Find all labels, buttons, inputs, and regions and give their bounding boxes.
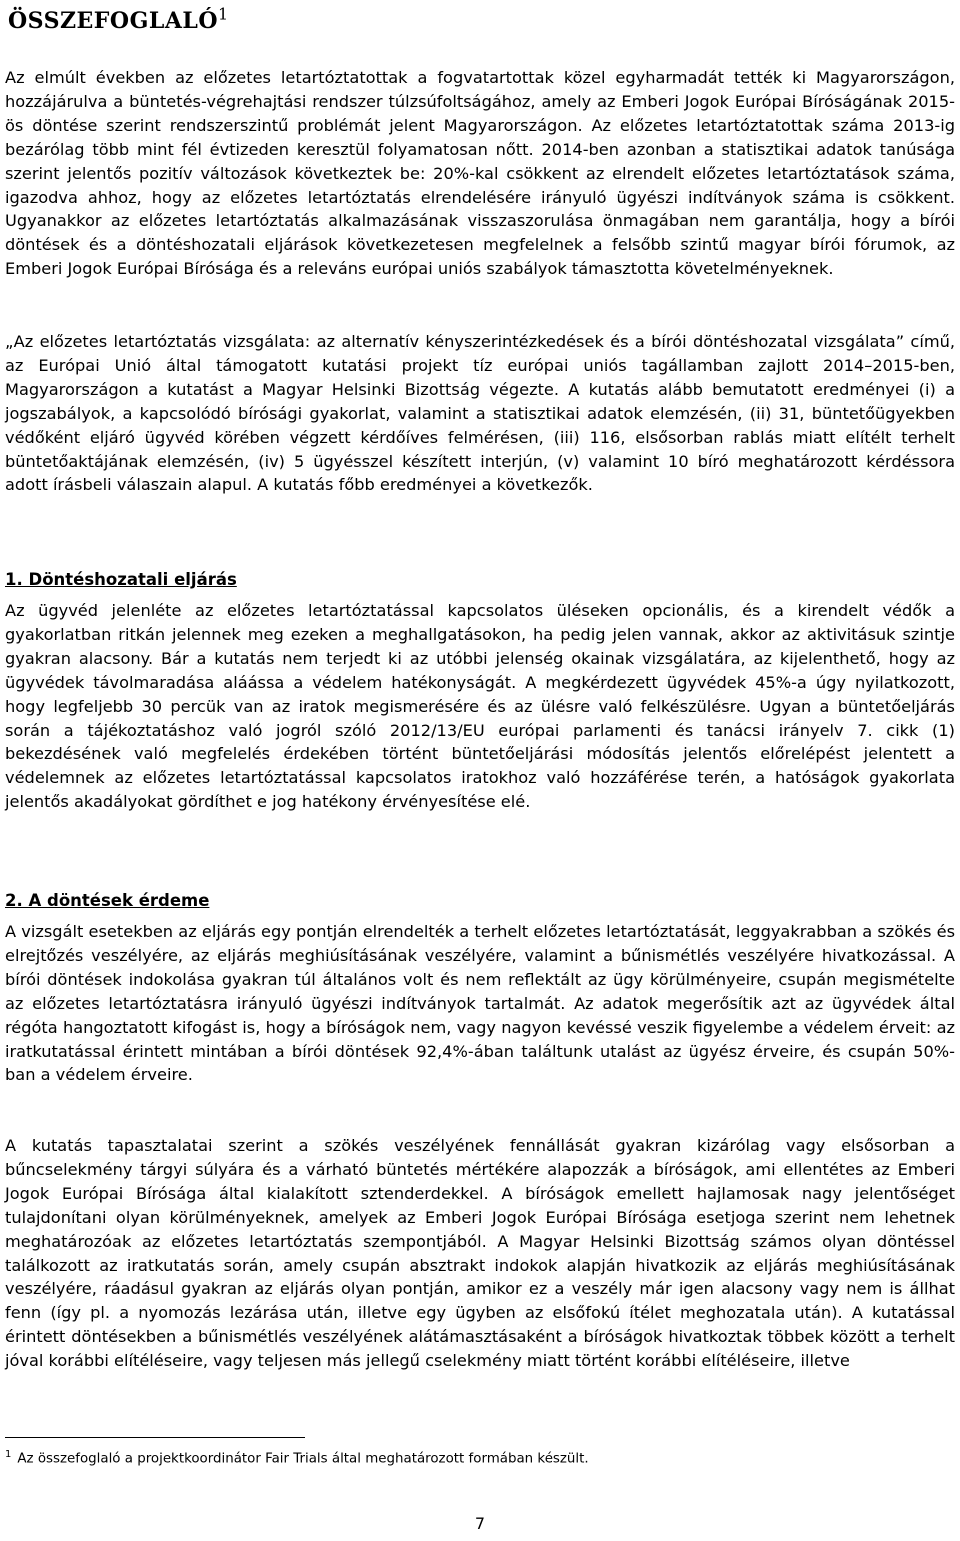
page-number: 7	[474, 1514, 486, 1533]
section-heading-2: 2. A döntések érdeme	[5, 891, 210, 910]
section-2-paragraph-1: A vizsgált esetekben az eljárás egy pontján elrendelték a terhelt előzetes letartóztatását, leggyakrabban a szökés és elrejtőzés veszélyére, az eljárás meghiúsításának veszélyére, valamint a bűnismétlés veszélyére hivatkozással. A bírói döntések indokolása gyakran túl általános volt és nem reflektált az ügy körülményeire, csupán megismételte az előzetes letartóztatásra irányuló ügyészi indítványok tartalmát. Az adatok megerősítik azt az ügyvédek által régóta hangoztatott kifogást is, hogy a bíróságok nem, vagy nagyon kevéssé veszik figyelembe a védelem érveit: az iratkutatással érintett mintában a bírói döntések 92,4%-ában találtunk utalást az ügyész érveire, és csupán 50%-ban a védelem érveire.	[5, 922, 955, 1085]
title-text: ÖSSZEFOGLALÓ	[8, 8, 219, 34]
footnote	[5, 1445, 589, 1469]
title-footnote-ref: 1	[218, 4, 229, 24]
footnote-divider	[5, 1437, 305, 1438]
intro-paragraph-1: Az elmúlt években az előzetes letartóztatottak a fogvatartottak közel egyharmadát tették ki Magyarországon, hozzájárulva a büntetés-végrehajtási rendszer túlzsúfoltságához, amely az Emberi Jogok Európai Bíróságának 2015-ös döntése szerint rendszerszintű problémát jelent Magyarországon. Az előzetes letartóztatottak száma 2013-ig bezárólag több mint fél évtizeden keresztül folyamatosan nőtt. 2014-ben azonban a statisztikai adatok tanúsága szerint jelentős pozitív változások következtek be: 20%-kal csökkent az elrendelt előzetes letartóztatások száma, igazodva ahhoz, hogy az előzetes letartóztatás elrendelésére irányuló ügyészi indítványok száma is csökkent. Ugyanakkor az előzetes letartóztatás alkalmazásának visszaszorulása önmagában nem garantálja, hogy a bírói döntések és a döntéshozatali eljárások következetesen megfelelnek a felsőbb szintű magyar bírói fórumok, az Emberi Jogok Európai Bírósága és a releváns európai uniós szabályok támasztotta követelményeknek.	[5, 68, 955, 279]
footnote-mark: 1	[5, 1449, 12, 1460]
section-1-paragraph-1: Az ügyvéd jelenléte az előzetes letartóztatással kapcsolatos üléseken opcionális, és a kirendelt védők a gyakorlatban ritkán jelennek meg ezeken a meghallgatásokon, ha pedig jelen vannak, akkor az aktivitásuk szintje gyakran alacsony. Bár a kutatás nem terjedt ki az utóbbi jelenség okainak vizsgálatára, az kijelenthető, hogy az ügyvédek távolmaradása aláássa a védelem hatékonyságát. A megkérdezett ügyvédek 45%-a úgy nyilatkozott, hogy legfeljebb 30 percük van az iratok megismerésére és az ülésre való felkészülésre. Ugyan a büntetőeljárás során a tájékoztatáshoz való jogról szóló 2012/13/EU európai parlamenti és tanácsi irányelv 7. cikk (1) bekezdésének való megfelelés érdekében történt büntetőeljárási módosítás jelentős előrelépést jelentett a védelemnek az előzetes letartóztatással kapcsolatos iratokhoz való hozzáférése terén, a hatóságok gyakorlata jelentős akadályokat gördíthet e jog hatékony érvényesítése elé.	[5, 601, 955, 812]
page-title	[8, 4, 229, 38]
intro-paragraph-2: „Az előzetes letartóztatás vizsgálata: az alternatív kényszerintézkedések és a bírói döntéshozatal vizsgálata” című, az Európai Unió által támogatott kutatási projekt tíz európai uniós tagállamban zajlott 2014–2015-ben, Magyarországon a kutatást a Magyar Helsinki Bizottság végezte. A kutatás alább bemutatott eredményei (i) a jogszabályok, a kapcsolódó bírósági gyakorlat, valamint a statisztikai adatok elemzésén, (ii) 31, büntetőügyekben védőként eljáró ügyvéd körében végzett kérdőíves felmérésen, (iii) 116, elsősorban rablás miatt elítélt terhelt büntetőaktájának elemzésén, (iv) 5 ügyésszel készített interjún, (v) valamint 10 bíró meghatározott kérdéssora adott írásbeli válaszain alapul. A kutatás főbb eredményei a következők.	[5, 332, 955, 495]
footnote-text: Az összefoglaló a projektkoordinátor Fair Trials által meghatározott formában készült.	[17, 1451, 589, 1467]
section-2-paragraph-2: A kutatás tapasztalatai szerint a szökés veszélyének fennállását gyakran kizárólag vagy elsősorban a bűncselekmény tárgyi súlyára és a várható büntetés mértékére alapozzák a bíróságok, ami ellentétes az Emberi Jogok Európai Bírósága által kialakított sztenderdekkel. A bíróságok emellett hajlamosak nagy jelentőséget tulajdonítani olyan körülményeknek, amelyek az Emberi Jogok Európai Bírósága esetjoga szerint nem lehetnek meghatározóak az előzetes letartóztatás szempontjából. A Magyar Helsinki Bizottság számos olyan döntéssel találkozott az iratkutatás során, amely csupán absztrakt indokok alapján hivatkozik az eljárás meghiúsításának veszélyére, ráadásul gyakran az eljárás olyan pontján, amikor ez a veszély már igen alacsony vagy nem is állhat fenn (így pl. a nyomozás lezárása után, illetve egy ügyben az elsőfokú ítélet meghozatala után). A kutatással érintett döntésekben a bűnismétlés veszélyének alátámasztásaként a bíróságok hivatkoztak többek között a terhelt jóval korábbi elítéléseire, vagy teljesen más jellegű cselekmény miatt történt korábbi elítéléseire, illetve	[5, 1136, 955, 1371]
section-heading-1: 1. Döntéshozatali eljárás	[5, 570, 237, 589]
